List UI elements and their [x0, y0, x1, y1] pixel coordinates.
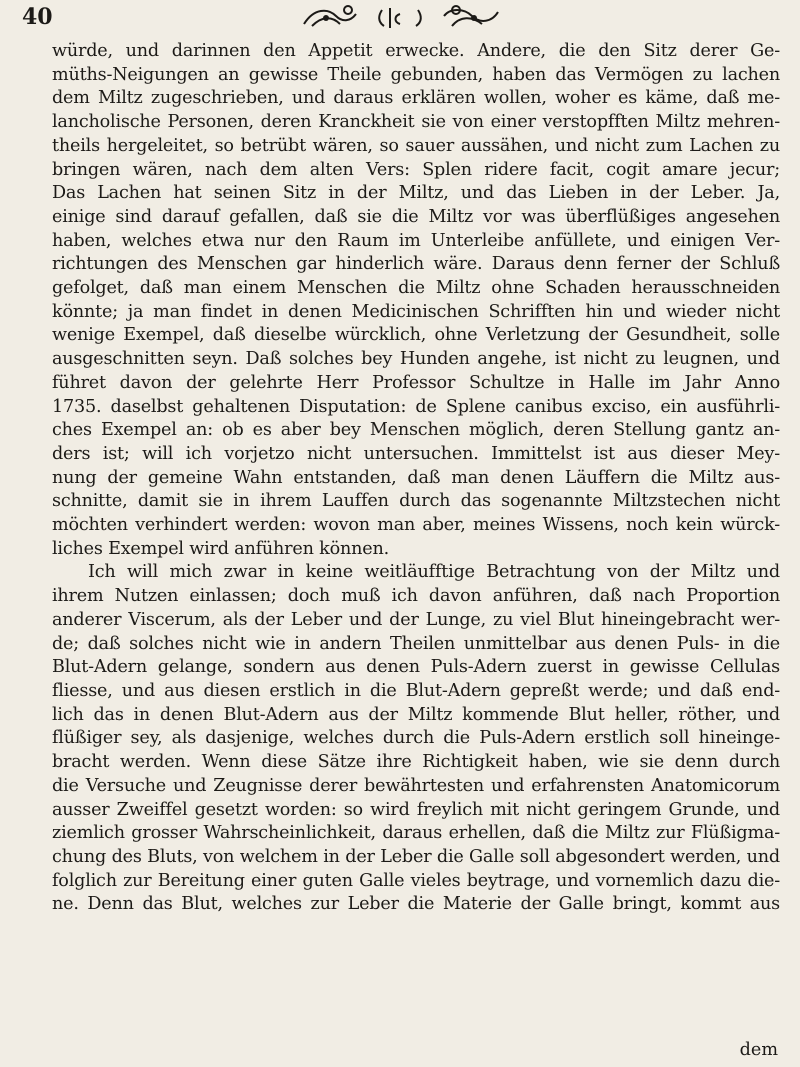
body-text	[52, 40, 780, 917]
text-line: Blut-Adern gelange, sondern aus denen Puls-Adern zuerst in gewisse Cellulas	[52, 657, 780, 678]
text-line: wenige Exempel, daß dieselbe würcklich, ohne Verletzung der Gesundheit, solle	[52, 325, 780, 346]
text-line: müths-Neigungen an gewisse Theile gebunden, haben das Vermögen zu lachen	[52, 64, 780, 85]
text-line: 1735. daselbst gehaltenen Disputation: de Splene canibus exciso, ein ausführli-	[52, 396, 780, 417]
text-line: Das Lachen hat seinen Sitz in der Miltz, und das Lieben in der Leber. Ja,	[52, 183, 780, 204]
text-line: bracht werden. Wenn diese Sätze ihre Richtigkeit haben, wie sie denn durch	[52, 752, 780, 773]
text-line: könnte; ja man findet in denen Medicinischen Schrifften hin und wieder nicht	[52, 301, 780, 322]
text-line: ches Exempel an: ob es aber bey Menschen möglich, deren Stellung gantz an-	[52, 420, 780, 441]
catchword: dem	[739, 1040, 778, 1060]
text-line: theils hergeleitet, so betrübt wären, so sauer aussähen, und nicht zum Lachen zu	[52, 135, 780, 156]
text-line: chung des Bluts, von welchem in der Leber die Galle soll abgesondert werden, und	[52, 846, 780, 867]
text-line: richtungen des Menschen gar hinderlich wäre. Daraus denn ferner der Schluß	[52, 254, 780, 275]
text-line: liches Exempel wird anführen können.	[52, 538, 389, 559]
text-line: ders ist; will ich vorjetzo nicht untersuchen. Immittelst ist aus dieser Mey-	[52, 443, 780, 464]
text-line: de; daß solches nicht wie in andern Theilen unmittelbar aus denen Puls- in die	[52, 633, 780, 654]
text-line: lancholische Personen, deren Kranckheit sie von einer verstopfften Miltz mehren-	[52, 112, 780, 133]
text-line: ne. Denn das Blut, welches zur Leber die Materie der Galle bringt, kommt aus	[52, 894, 780, 915]
text-line: schnitte, damit sie in ihrem Lauffen durch das sogenannte Miltzstechen nicht	[52, 491, 780, 512]
text-line: würde, und darinnen den Appetit erwecke. Andere, die den Sitz derer Ge-	[52, 41, 780, 61]
text-line: dem Miltz zugeschrieben, und daraus erklären wollen, woher es käme, daß me-	[52, 88, 780, 109]
text-line: die Versuche und Zeugnisse derer bewährtesten und erfahrensten Anatomicorum	[52, 775, 780, 796]
text-line: lich das in denen Blut-Adern aus der Miltz kommende Blut heller, röther, und	[52, 704, 780, 725]
text-line: ziemlich grosser Wahrscheinlichkeit, daraus erhellen, daß die Miltz zur Flüßigma-	[52, 823, 780, 844]
text-line: ausgeschnitten seyn. Daß solches bey Hunden angehe, ist nicht zu leugnen, und	[52, 349, 780, 370]
text-line: möchten verhindert werden: wovon man aber, meines Wissens, noch kein würck-	[52, 515, 780, 536]
text-line: ihrem Nutzen einlassen; doch muß ich davon anführen, daß nach Proportion	[52, 586, 780, 607]
text-line: folglich zur Bereitung einer guten Galle vieles beytrage, und vornemlich dazu die-	[52, 870, 780, 891]
text-line: nung der gemeine Wahn entstanden, daß man denen Läuffern die Miltz aus-	[52, 467, 780, 488]
text-line: haben, welches etwa nur den Raum im Unterleibe anfüllete, und einigen Ver-	[52, 230, 780, 251]
text-line: gefolget, daß man einem Menschen die Miltz ohne Schaden herausschneiden	[52, 278, 780, 299]
text-line: anderer Viscerum, als der Leber und der Lunge, zu viel Blut hineingebracht wer-	[52, 609, 780, 630]
text-line: fliesse, und aus diesen erstlich in die Blut-Adern gepreßt werde; und daß end-	[52, 680, 780, 701]
text-line: führet davon der gelehrte Herr Professor Schultze in Halle im Jahr Anno	[52, 372, 780, 393]
page-number: 40	[22, 4, 53, 30]
text-line: flüßiger sey, als dasjenige, welches durch die Puls-Adern erstlich soll hineinge-	[52, 728, 780, 749]
text-line: einige sind darauf gefallen, daß sie die Miltz vor was überflüßiges angesehen	[52, 206, 780, 227]
text-line: ausser Zweiffel gesetzt worden: so wird freylich mit nicht geringem Grunde, und	[52, 799, 780, 820]
text-line: Ich will mich zwar in keine weitläufftige Betrachtung von der Miltz und	[88, 562, 780, 583]
page-header	[0, 0, 800, 40]
text-line: bringen wären, nach dem alten Vers: Splen ridere facit, cogit amare jecur;	[52, 159, 780, 180]
ornament-rule-icon	[296, 2, 504, 32]
